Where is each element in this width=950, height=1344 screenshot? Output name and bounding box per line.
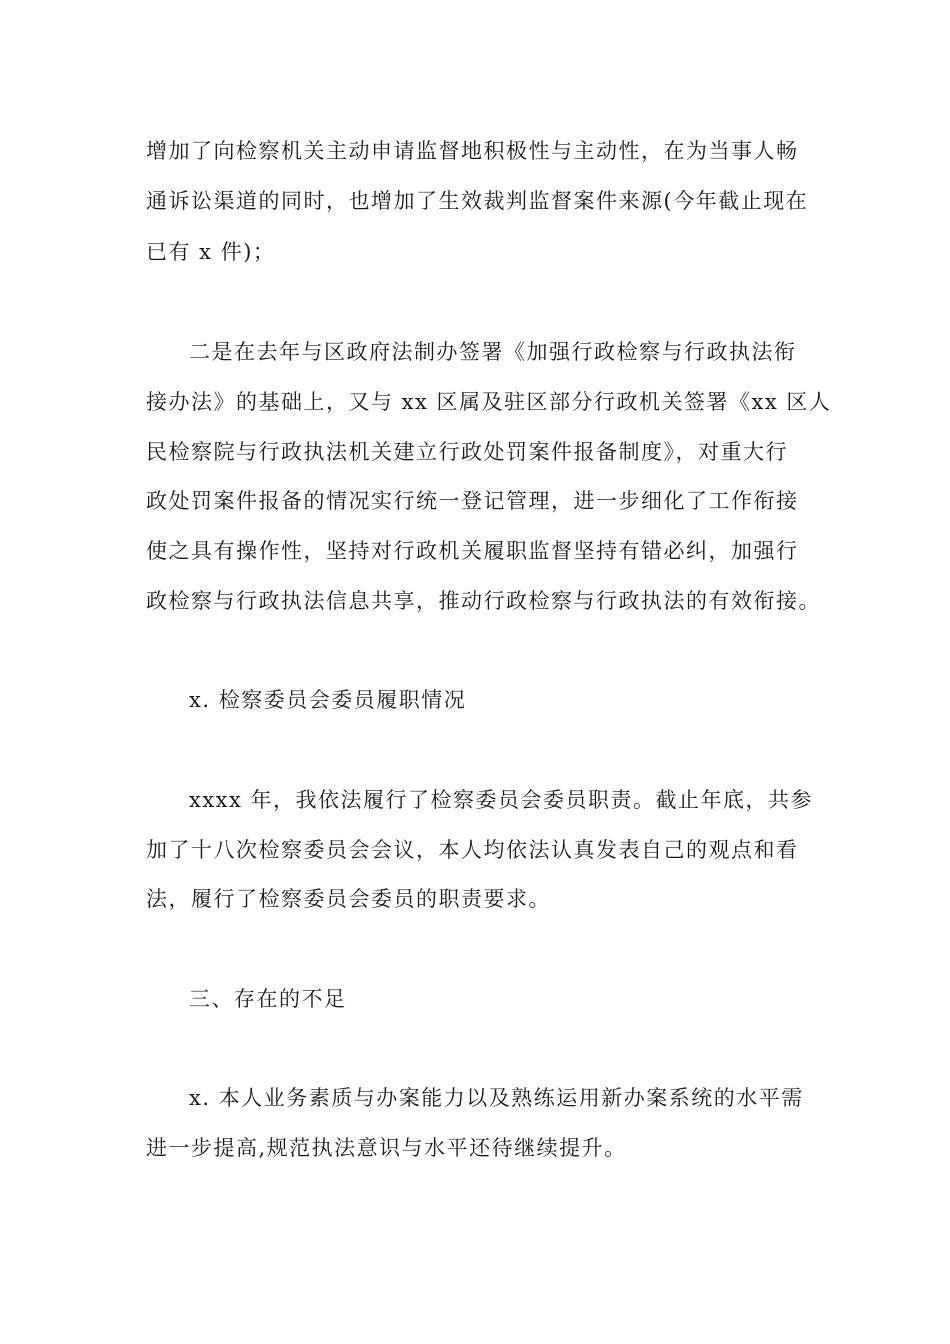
text-line: 增加了向检察机关主动申请监督地积极性与主动性，在为当事人畅 — [146, 139, 799, 163]
section-heading: x. 检察委员会委员履职情况 — [189, 688, 467, 712]
text-line: 政检察与行政执法信息共享，推动行政检察与行政执法的有效衔接。 — [146, 589, 821, 613]
text-line: 使之具有操作性，坚持对行政机关履职监督坚持有错必纠，加强行 — [146, 539, 799, 563]
text-line: x. 本人业务素质与办案能力以及熟练运用新办案系统的水平需 — [189, 1086, 804, 1110]
text-line: 二是在去年与区政府法制办签署《加强行政检察与行政执法衔 — [189, 340, 797, 364]
text-line: 接办法》的基础上，又与 xx 区属及驻区部分行政机关签署《xx 区人 — [146, 390, 832, 414]
section-heading: 三、存在的不足 — [189, 987, 347, 1011]
text-line: 政处罚案件报备的情况实行统一登记管理，进一步细化了工作衔接 — [146, 489, 799, 513]
text-line: 加了十八次检察委员会会议，本人均依法认真发表自己的观点和看 — [146, 838, 799, 862]
text-line: 通诉讼渠道的同时，也增加了生效裁判监督案件来源(今年截止现在 — [146, 189, 809, 213]
text-line: 进一步提高,规范执法意识与水平还待继续提升。 — [146, 1136, 627, 1160]
text-line: 已有 x 件)； — [146, 240, 276, 264]
text-line: xxxx 年，我依法履行了检察委员会委员职责。截止年底，共参 — [189, 788, 814, 812]
text-line: 法，履行了检察委员会委员的职责要求。 — [146, 887, 551, 911]
text-line: 民检察院与行政执法机关建立行政处罚案件报备制度》，对重大行 — [146, 440, 788, 464]
